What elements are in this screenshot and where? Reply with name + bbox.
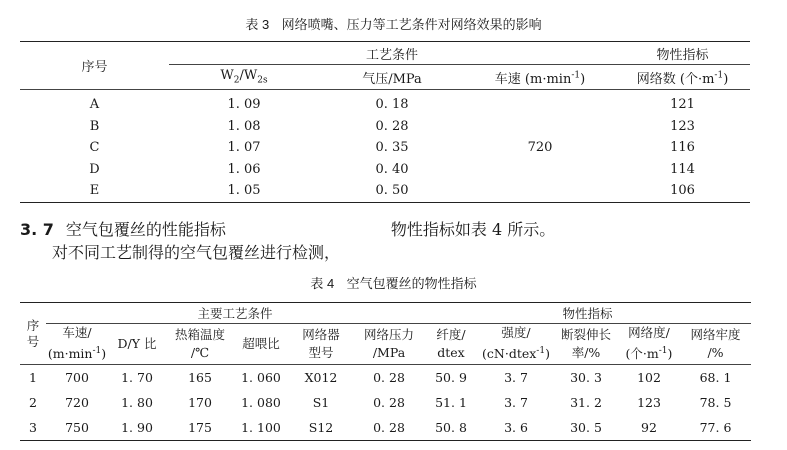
table3-cell-network: 123 (670, 118, 695, 134)
table4-cell-network: 92 (618, 415, 680, 441)
section-body-line: 对不同工艺制得的空气包覆丝进行检测， (52, 243, 341, 262)
table4-header-property-group: 物性指标 (424, 303, 751, 324)
table-row (20, 415, 751, 441)
table4-cell-press: 0. 28 (373, 370, 405, 385)
table3-header-ratio: $W_2/W_{2s}$ (169, 65, 319, 90)
table4-cell-heat: 170 (188, 395, 212, 410)
table4-header-heat-temp: 热箱温度 /℃ (166, 324, 234, 365)
table3-header-property-group: 物性指标 (615, 42, 750, 65)
table3-cell-ratio: 1. 06 (227, 161, 261, 177)
table4-cell-fastness: 78. 5 (699, 395, 732, 410)
table4-header-dy-ratio: D/Y 比 (108, 324, 166, 365)
table4-cell-strength: 3. 7 (504, 370, 528, 385)
table4-cell-speed: 700 (65, 370, 89, 385)
table4-header-strength: 强度/ (cN·dtex$^{-1}$) (478, 324, 554, 365)
table-row (20, 180, 750, 202)
table-row (20, 365, 751, 391)
table3-cell-ratio: 1. 07 (227, 140, 261, 156)
table3-cell-id: A (89, 97, 100, 113)
table4-cell-id: 1 (29, 370, 37, 385)
table3-header-speed: 车速 $(m\cdot\min^{-1})$ (465, 65, 615, 90)
table4-caption-number: 表 4 (310, 276, 335, 291)
section-title: 空气包覆丝的性能指标 (65, 220, 226, 239)
table3-cell-id: B (89, 118, 100, 134)
table3-cell-network: 116 (670, 140, 695, 156)
table4-cell-fastness: 77. 6 (680, 415, 751, 441)
section-number: 3. 7 (20, 220, 54, 239)
table-row (20, 390, 751, 415)
table3-caption (0, 14, 787, 33)
table3-header-pressure: 气压/MPa (319, 65, 465, 90)
table3-cell-id: E (20, 180, 169, 202)
table4-cell-strength: 3. 6 (478, 415, 554, 441)
section-body-right: 物性指标如表 4 所示。 (390, 220, 556, 239)
table4-cell-speed: 750 (46, 415, 108, 441)
table3-cell-id: D (89, 161, 100, 177)
table3-caption-text: 网络喷嘴、压力等工艺条件对网络效果的影响 (281, 18, 542, 33)
table-row (20, 137, 750, 159)
table4-cell-network: 102 (637, 370, 661, 385)
table4-cell-jet: S1 (312, 395, 330, 410)
table3-header-index: 序号 (20, 42, 169, 90)
table4-cell-overfeed: 1. 060 (241, 370, 281, 385)
table4-cell-elongation: 30. 3 (570, 370, 602, 385)
table4-header-overfeed: 超喂比 (234, 324, 288, 365)
table4-header-speed: 车速/ $(m\cdot\min^{-1})$ (46, 324, 108, 365)
table3-cell-ratio: 1. 08 (227, 118, 261, 134)
table3-header-network: 网络数 (个$\cdot m^{-1}$) (615, 65, 750, 90)
table4-header-network-degree: 网络度/ (个$\cdot m^{-1}$) (618, 324, 680, 365)
table4-cell-fineness: 50. 9 (435, 370, 467, 385)
table4-cell-jet: X012 (304, 370, 338, 385)
table4-cell-elongation: 31. 2 (570, 395, 602, 410)
table4-cell-fastness: 68. 1 (699, 370, 732, 385)
table4-caption (0, 273, 787, 292)
table4-cell-dy: 1. 70 (121, 370, 153, 385)
table3-cell-pressure: 0. 28 (375, 118, 409, 134)
table3-cell-pressure: 0. 35 (375, 140, 409, 156)
table4-header-index: 序 号 (20, 303, 46, 365)
table3-header-process-group: 工艺条件 (169, 42, 615, 65)
table3-cell-id: C (89, 140, 100, 156)
table4-cell-jet: S12 (288, 415, 354, 441)
table4-cell-press: 0. 28 (354, 415, 424, 441)
table4-cell-heat: 175 (166, 415, 234, 441)
table3-cell-ratio: 1. 05 (169, 180, 319, 202)
table3-caption-number: 表 3 (245, 17, 270, 32)
table3-cell-network: 114 (670, 161, 695, 177)
table3-cell-pressure: 0. 40 (375, 161, 409, 177)
table4-cell-fineness: 50. 8 (424, 415, 478, 441)
table3-cell-speed-shared: 720 (465, 90, 615, 203)
table3-cell-ratio: 1. 09 (227, 97, 261, 113)
table4-header-fineness: 纤度/ dtex (424, 324, 478, 365)
table4-cell-strength: 3. 7 (504, 395, 528, 410)
table4-header-elongation: 断裂伸长 率/% (554, 324, 618, 365)
table4-cell-overfeed: 1. 080 (241, 395, 281, 410)
table3-cell-pressure: 0. 50 (319, 180, 465, 202)
table3-cell-pressure: 0. 18 (375, 97, 409, 113)
table3-cell-network: 121 (670, 97, 695, 113)
table4-header-network-pressure: 网络压力 /MPa (354, 324, 424, 365)
table4-cell-dy: 1. 80 (121, 395, 153, 410)
table4-cell-overfeed: 1. 100 (234, 415, 288, 441)
table4-caption-text: 空气包覆丝的物性指标 (346, 277, 477, 292)
table4 (20, 302, 751, 441)
table4-cell-press: 0. 28 (373, 395, 405, 410)
table4-header-network-fastness: 网络牢度 /% (680, 324, 751, 365)
section-heading-3-7 (20, 217, 555, 240)
table4-cell-id: 3 (20, 415, 46, 441)
table4-header-main-group: 主要工艺条件 (46, 303, 424, 324)
table4-header-jet-model: 网络器 型号 (288, 324, 354, 365)
table-row (20, 116, 750, 138)
table-row (20, 159, 750, 181)
table4-cell-network: 123 (637, 395, 661, 410)
table4-cell-dy: 1. 90 (108, 415, 166, 441)
table4-cell-heat: 165 (188, 370, 212, 385)
table3-cell-network: 106 (615, 180, 750, 202)
table3 (20, 41, 750, 203)
table4-cell-speed: 720 (65, 395, 89, 410)
table-row (20, 90, 750, 116)
table4-cell-elongation: 30. 5 (554, 415, 618, 441)
table4-cell-fineness: 51. 1 (435, 395, 467, 410)
table4-cell-id: 2 (29, 395, 37, 410)
